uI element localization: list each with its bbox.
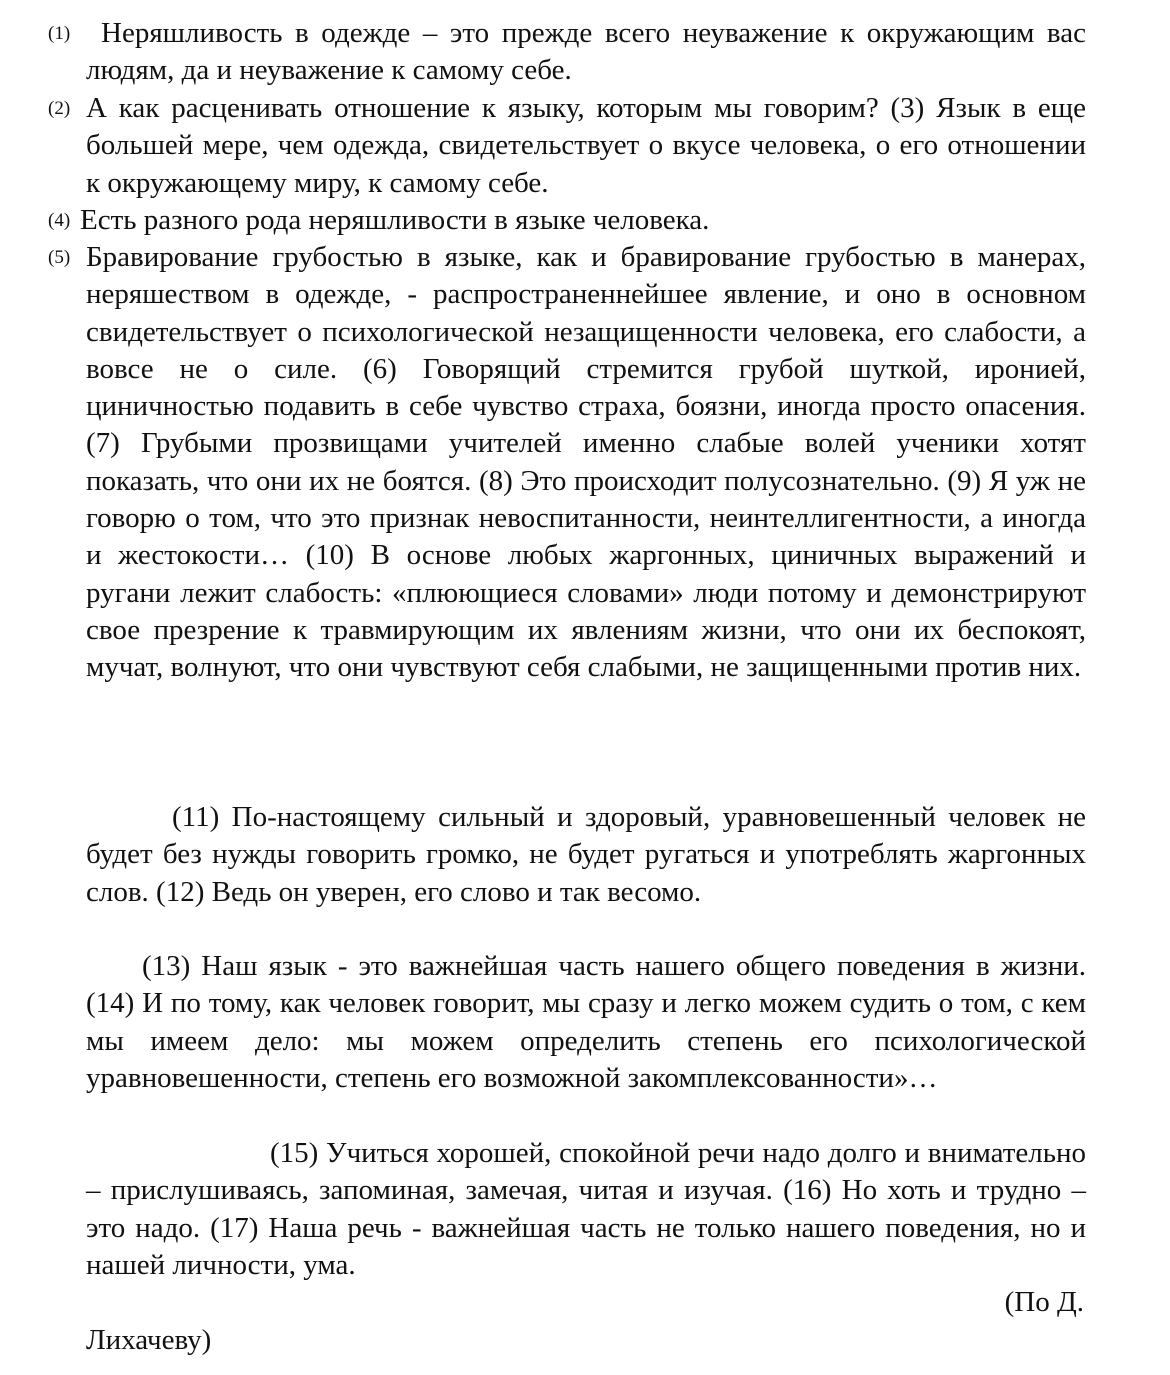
paragraph-6-text: (13) Наш язык - это важнейшая часть нашего общего поведения в жизни. (14) И по тому, как человек говорит, мы сразу и легко можем судить о том, с кем мы имеем дело: мы можем определить степень его психологической уравновешенности, степень его возможной закомплексованности»… <box>86 950 1086 1094</box>
paragraph-1-text: Неряшливость в одежде – это прежде всего неуважение к окружающим вас людям, да и неуважение к самому себе. <box>86 17 1086 87</box>
paragraph-5 <box>86 799 1086 911</box>
paragraph-1 <box>86 15 1086 90</box>
sentence-marker-2: (2) <box>48 98 71 119</box>
paragraph-7-text: (15) Учиться хорошей, спокойной речи надо долго и внимательно – прислушиваясь, запоминая, замечая, читая и изучая. (16) Но хоть и трудно – это надо. (17) Наша речь - важнейшая часть не только нашего поведения, но и нашей личности, ума. <box>86 1137 1086 1281</box>
sentence-marker-5: (5) <box>48 247 71 268</box>
paragraph-4 <box>86 239 1086 687</box>
attribution-line-1: (По Д. <box>1004 1286 1084 1318</box>
paragraph-2 <box>86 90 1086 202</box>
paragraph-7 <box>86 1135 1086 1284</box>
paragraph-3-text: Есть разного рода неряшливости в языке человека. <box>80 204 710 236</box>
sentence-marker-4: (4) <box>48 210 71 231</box>
paragraph-3 <box>80 202 1080 239</box>
paragraph-6 <box>86 948 1086 1097</box>
sentence-marker-1: (1) <box>48 23 71 44</box>
paragraph-4-text: Бравирование грубостью в языке, как и бравирование грубостью в манерах, неряшеством в одежде, - распространеннейшее явление, и оно в основном свидетельствует о психологической незащищенности человека, его слабости, а вовсе не о силе. (6) Говорящий стремится грубой шуткой, иронией, циничностью подавить в себе чувство страха, боязни, иногда просто опасения. (7) Грубыми прозвищами учителей именно слабые волей ученики хотят показать, что они их не боятся. (8) Это происходит полусознательно. (9) Я уж не говорю о том, что это признак невоспитанности, неинтеллигентности, а иногда и жестокости… (10) В основе любых жаргонных, циничных выражений и ругани лежит слабость: «плюющиеся словами» люди потому и демонстрируют свое презрение к травмирующим их явлениям жизни, что они их беспокоят, мучат, волнуют, что они чувствуют себя слабыми, не защищенными против них. <box>86 241 1086 684</box>
attribution-line-2: Лихачеву) <box>86 1324 212 1356</box>
paragraph-5-text: (11) По-настоящему сильный и здоровый, уравновешенный человек не будет без нужды говорить громко, не будет ругаться и употреблять жаргонных слов. (12) Ведь он уверен, его слово и так весомо. <box>86 801 1086 908</box>
paragraph-2-text: А как расценивать отношение к языку, которым мы говорим? (3) Язык в еще большей мере, чем одежда, свидетельствует о вкусе человека, о его отношении к окружающему миру, к самому себе. <box>86 92 1086 199</box>
